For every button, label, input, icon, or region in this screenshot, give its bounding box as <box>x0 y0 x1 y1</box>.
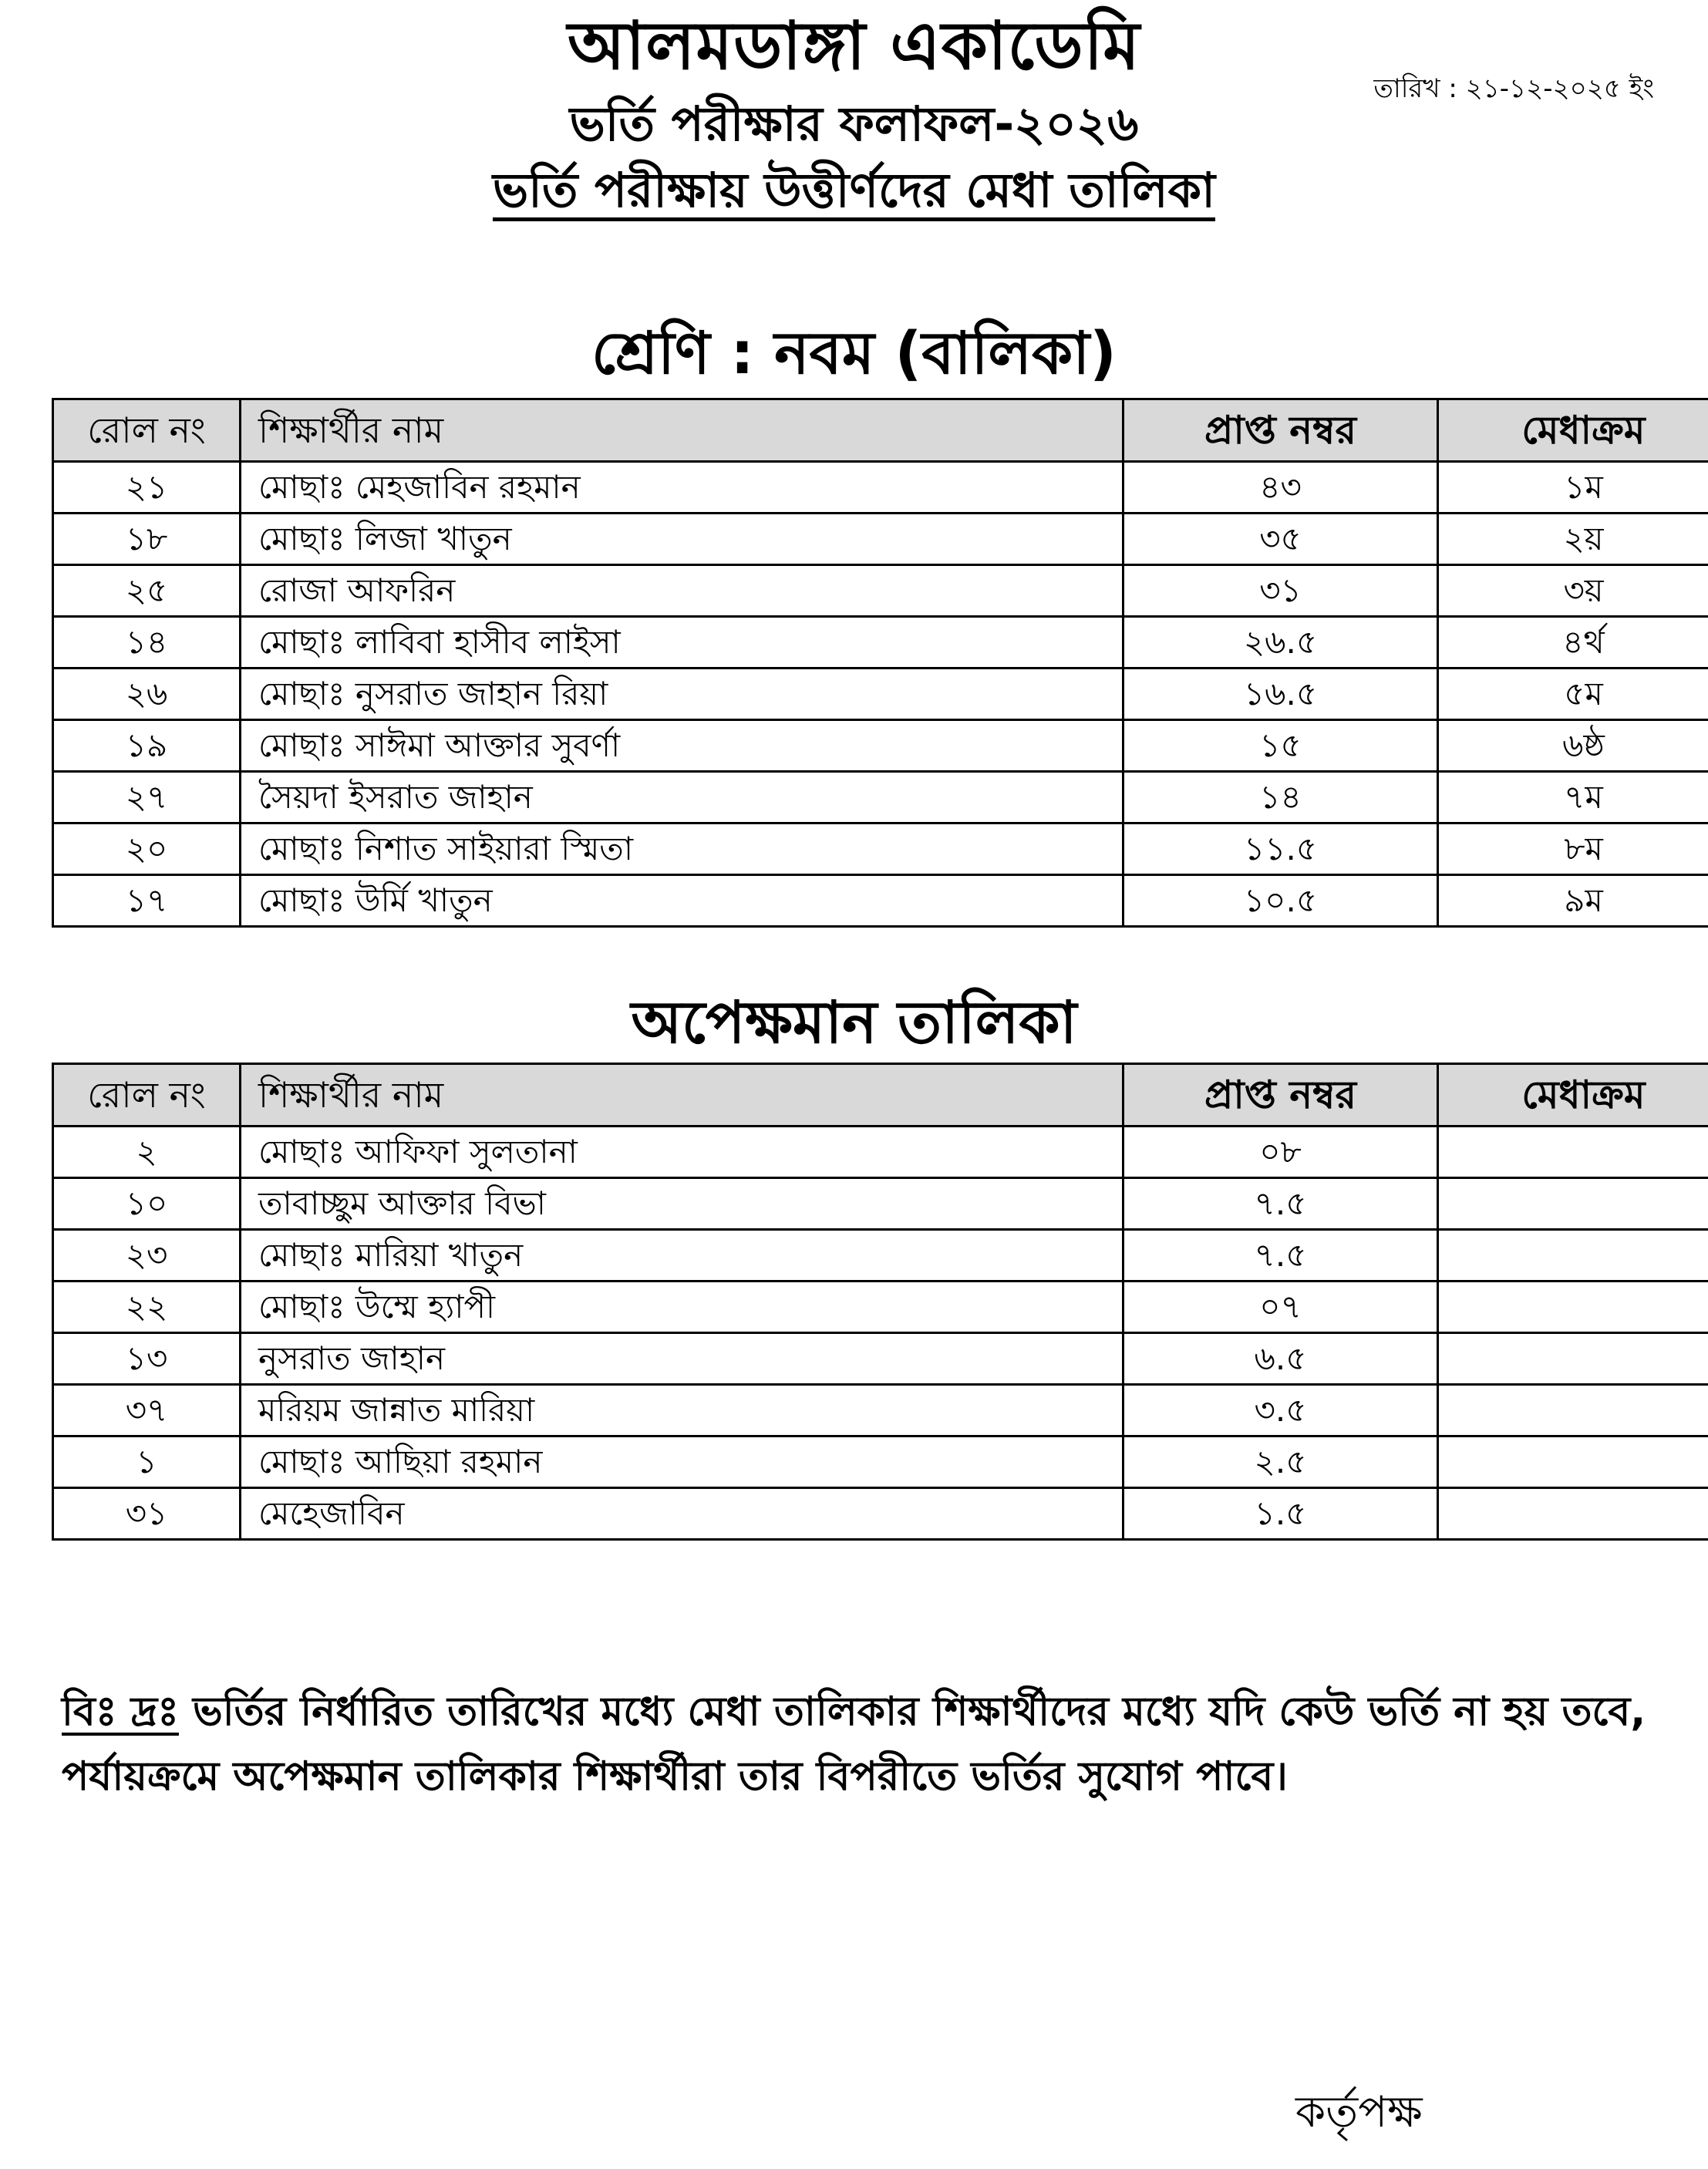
student-name-cell: মোছাঃ আফিফা সুলতানা <box>241 1127 1124 1178</box>
marks-cell: ০৮ <box>1124 1127 1438 1178</box>
marks-cell: ১৬.৫ <box>1124 669 1438 720</box>
rank-cell <box>1438 1385 1708 1436</box>
table-row <box>53 1127 1708 1178</box>
table-row <box>53 1230 1708 1282</box>
rank-cell: ৬ষ্ঠ <box>1438 720 1708 772</box>
column-header-rank: মেধাক্রম <box>1438 399 1708 462</box>
table-row <box>53 1488 1708 1540</box>
table-row <box>53 565 1708 617</box>
roll-cell: ১ <box>53 1436 241 1488</box>
rank-cell: ২য় <box>1438 514 1708 565</box>
student-name-cell: মোছাঃ আছিয়া রহমান <box>241 1436 1124 1488</box>
student-name-cell: মোছাঃ মারিয়া খাতুন <box>241 1230 1124 1282</box>
marks-cell: ৭.৫ <box>1124 1230 1438 1282</box>
marks-cell: ৩.৫ <box>1124 1385 1438 1436</box>
table-row <box>53 720 1708 772</box>
student-name-cell: মেহেজাবিন <box>241 1488 1124 1540</box>
admission-note <box>62 1679 1681 1809</box>
student-name-cell: মোছাঃ উম্মে হ্যাপী <box>241 1282 1124 1333</box>
student-name-cell: মোছাঃ লাবিবা হাসীব লাইসা <box>241 617 1124 669</box>
table-row <box>53 462 1708 514</box>
waiting-section-title: অপেক্ষমান তালিকা <box>631 988 1077 1056</box>
roll-cell: ১৩ <box>53 1333 241 1385</box>
marks-cell: ৭.৫ <box>1124 1178 1438 1230</box>
student-name-cell: মোছাঃ নুসরাত জাহান রিয়া <box>241 669 1124 720</box>
student-name-cell: মোছাঃ লিজা খাতুন <box>241 514 1124 565</box>
student-name-cell: সৈয়দা ইসরাত জাহান <box>241 772 1124 823</box>
student-name-cell: মোছাঃ উর্মি খাতুন <box>241 875 1124 927</box>
rank-cell <box>1438 1127 1708 1178</box>
column-header-roll: রোল নং <box>53 399 241 462</box>
marks-cell: ১৪ <box>1124 772 1438 823</box>
roll-cell: ১৯ <box>53 720 241 772</box>
merit-table-header <box>53 399 1708 462</box>
table-row <box>53 772 1708 823</box>
table-row <box>53 1282 1708 1333</box>
rank-cell <box>1438 1488 1708 1540</box>
exam-result-subtitle: ভর্তি পরীক্ষার ফলাফল-২০২৬ <box>569 96 1139 152</box>
rank-cell: ৪র্থ <box>1438 617 1708 669</box>
marks-cell: ১০.৫ <box>1124 875 1438 927</box>
student-name-cell: তাবাচ্ছুম আক্তার বিভা <box>241 1178 1124 1230</box>
publish-date: তারিখ : ২১-১২-২০২৫ ইং <box>1373 73 1654 104</box>
table-row <box>53 617 1708 669</box>
table-row <box>53 1178 1708 1230</box>
roll-cell: ১৭ <box>53 875 241 927</box>
marks-cell: ১১.৫ <box>1124 823 1438 875</box>
marks-cell: ৬.৫ <box>1124 1333 1438 1385</box>
student-name-cell: মরিয়ম জান্নাত মারিয়া <box>241 1385 1124 1436</box>
class-section-title: শ্রেণি : নবম (বালিকা) <box>591 318 1117 387</box>
marks-cell: ৩৫ <box>1124 514 1438 565</box>
roll-cell: ২৭ <box>53 772 241 823</box>
roll-cell: ২৬ <box>53 669 241 720</box>
column-header-rank: মেধাক্রম <box>1438 1064 1708 1127</box>
table-row <box>53 1333 1708 1385</box>
rank-cell: ৫ম <box>1438 669 1708 720</box>
table-row <box>53 669 1708 720</box>
column-header-roll: রোল নং <box>53 1064 241 1127</box>
student-name-cell: রোজা আফরিন <box>241 565 1124 617</box>
marks-cell: ২৬.৫ <box>1124 617 1438 669</box>
student-name-cell: মোছাঃ মেহজাবিন রহমান <box>241 462 1124 514</box>
marks-cell: ১৫ <box>1124 720 1438 772</box>
rank-cell: ৮ম <box>1438 823 1708 875</box>
roll-cell: ১০ <box>53 1178 241 1230</box>
student-name-cell: মোছাঃ সাঈমা আক্তার সুবর্ণা <box>241 720 1124 772</box>
rank-cell <box>1438 1436 1708 1488</box>
roll-cell: ৩৭ <box>53 1385 241 1436</box>
roll-cell: ২৫ <box>53 565 241 617</box>
merit-list-heading-text: ভর্তি পরীক্ষায় উত্তীর্ণদের মেধা তালিকা <box>492 162 1215 218</box>
roll-cell: ২ <box>53 1127 241 1178</box>
column-header-marks: প্রাপ্ত নম্বর <box>1124 1064 1438 1127</box>
table-row <box>53 514 1708 565</box>
rank-cell <box>1438 1178 1708 1230</box>
authority-signature: কর্তৃপক্ষ <box>1295 2087 1423 2137</box>
roll-cell: ২৩ <box>53 1230 241 1282</box>
waiting-table-header <box>53 1064 1708 1127</box>
marks-cell: ১.৫ <box>1124 1488 1438 1540</box>
roll-cell: ২২ <box>53 1282 241 1333</box>
table-row <box>53 1436 1708 1488</box>
roll-cell: ২১ <box>53 462 241 514</box>
institution-title: আলমডাঙ্গা একাডেমি <box>567 8 1141 85</box>
column-header-name: শিক্ষার্থীর নাম <box>241 1064 1124 1127</box>
rank-cell <box>1438 1333 1708 1385</box>
rank-cell: ১ম <box>1438 462 1708 514</box>
roll-cell: ১৮ <box>53 514 241 565</box>
marks-cell: ৪৩ <box>1124 462 1438 514</box>
marks-cell: ৩১ <box>1124 565 1438 617</box>
student-name-cell: মোছাঃ নিশাত সাইয়ারা স্মিতা <box>241 823 1124 875</box>
rank-cell: ৩য় <box>1438 565 1708 617</box>
table-row <box>53 875 1708 927</box>
merit-list-heading <box>0 156 1708 225</box>
roll-cell: ৩১ <box>53 1488 241 1540</box>
merit-table <box>52 398 1708 928</box>
table-row <box>53 823 1708 875</box>
column-header-name: শিক্ষার্থীর নাম <box>241 399 1124 462</box>
table-row <box>53 1385 1708 1436</box>
note-label: বিঃ দ্রঃ <box>62 1689 179 1735</box>
rank-cell <box>1438 1230 1708 1282</box>
marks-cell: ০৭ <box>1124 1282 1438 1333</box>
note-text: ভর্তির নির্ধারিত তারিখের মধ্যে মেধা তালিকার শিক্ষার্থীদের মধ্যে যদি কেউ ভর্তি না হয় তবে, পর্যায়ক্রমে অপেক্ষমান তালিকার শিক্ষার্থীরা তার বিপরীতে ভর্তির সুযোগ পাবে। <box>62 1689 1646 1800</box>
marks-cell: ২.৫ <box>1124 1436 1438 1488</box>
rank-cell <box>1438 1282 1708 1333</box>
student-name-cell: নুসরাত জাহান <box>241 1333 1124 1385</box>
waiting-table <box>52 1063 1708 1541</box>
column-header-marks: প্রাপ্ত নম্বর <box>1124 399 1438 462</box>
roll-cell: ১৪ <box>53 617 241 669</box>
rank-cell: ৭ম <box>1438 772 1708 823</box>
roll-cell: ২০ <box>53 823 241 875</box>
rank-cell: ৯ম <box>1438 875 1708 927</box>
